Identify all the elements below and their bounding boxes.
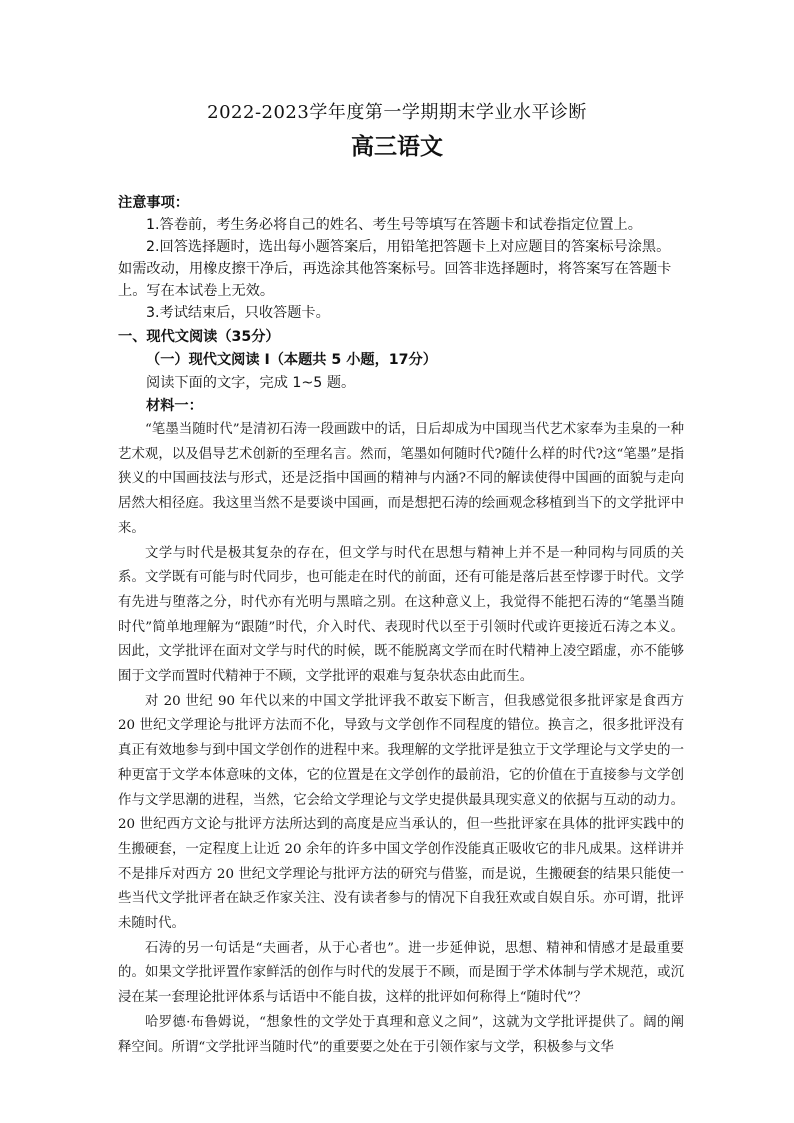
notice-item: 3.考试结束后，只收答题卡。 [146,305,330,321]
sub-section-title: （一）现代文阅读 I（本题共 5 小题，17分） [146,352,437,368]
notice-item: 2.回答选择题时，选出每小题答案后，用铅笔把答题卡上对应题目的答案标号涂黑。如需改动，用橡皮擦干净后，再选涂其他答案标号。回答非选择题时，将答案写在答题卡上。写在本试卷上无效。 [118,239,672,299]
material-paragraph: “笔墨当随时代”是清初石涛一段画跋中的话，日后却成为中国现当代艺术家奉为圭臬的一种艺术观，以及倡导艺术创新的至理名言。然而，笔墨如何随时代?随什么样的时代?这“笔墨”是指狭义的中国画技法与形式，还是泛指中国画的精神与内涵?不同的解读使得中国画的面貌与走向居然大相径庭。我这里当然不是要谈中国画，而是想把石涛的绘画观念移植到当下的文学批评中来。 [118,422,684,536]
notice-heading: 注意事项： [118,195,189,211]
material-label: 材料一： [146,398,203,414]
section-title: 一、现代文阅读（35分） [118,329,280,345]
exam-title: 2022-2023学年度第一学期期末学业水平诊断 [207,102,587,123]
material-paragraph: 对 20 世纪 90 年代以来的中国文学批评我不敢妄下断言，但我感觉很多批评家是食西方 20 世纪文学理论与批评方法而不化，导致与文学创作不同程度的错位。换言之，很多批评没有真正有效地参与到中国文学创作的进程中来。我理解的文学批评是独立于文学理论与文学史的一种更富于文学本体意味的文体，它的位置是在文学创作的最前沿，它的价值在于直接参与文学创作与文学思潮的进程，当然，它会给文学理论与文学史提供最具现实意义的依据与互动的动力。20 世纪西方文论与批评方法所达到的高度是应当承认的，但一些批评家在具体的批评实践中的生搬硬套，一定程度上让近 20 余年的许多中国文学创作没能真正吸收它的非凡成果。这样讲并不是排斥对西方 20 世纪文学理论与批评方法的研究与借鉴，而是说，生搬硬套的结果只能使一些当代文学批评者在缺乏作家关注、没有读者参与的情况下自我狂欢或自娱自乐。亦可谓，批评未随时代。 [118,693,684,932]
material-paragraph: 文学与时代是极其复杂的存在，但文学与时代在思想与精神上并不是一种同构与同质的关系。文学既有可能与时代同步，也可能走在时代的前面，还有可能是落后甚至悖谬于时代。文学有先进与堕落之分，时代亦有光明与黑暗之别。在这种意义上，我觉得不能把石涛的“笔墨当随时代”简单地理解为“跟随”时代，介入时代、表现时代以至于引领时代或许更接近石涛之本义。因此，文学批评在面对文学与时代的时候，既不能脱离文学而在时代精神上凌空蹈虚，亦不能够囿于文学而置时代精神于不顾，文学批评的艰难与复杂状态由此而生。 [118,545,684,685]
notice-item: 1.答卷前，考生务必将自己的姓名、考生号等填写在答题卡和试卷指定位置上。 [146,217,642,233]
subject-title: 高三语文 [351,133,443,160]
material-body [118,418,684,1060]
material-paragraph: 哈罗德·布鲁姆说，“想象性的文学处于真理和意义之间”，这就为文学批评提供了。阔的阐释空间。所谓“文学批评当随时代”的重要要之处在于引领作家与文学，积极参与文华 [118,1014,684,1055]
reading-instruction: 阅读下面的文字，完成 1~5 题。 [146,375,356,391]
material-paragraph: 石涛的另一句话是“夫画者，从于心者也”。进一步延伸说，思想、精神和情感才是最重要的。如果文学批评置作家鲜活的创作与时代的发展于不顾，而是囿于学术体制与学术规范，或沉浸在某一套理论批评体系与话语中不能自拔，这样的批评如何称得上“随时代”？ [118,940,684,1006]
notice-block [118,192,684,324]
